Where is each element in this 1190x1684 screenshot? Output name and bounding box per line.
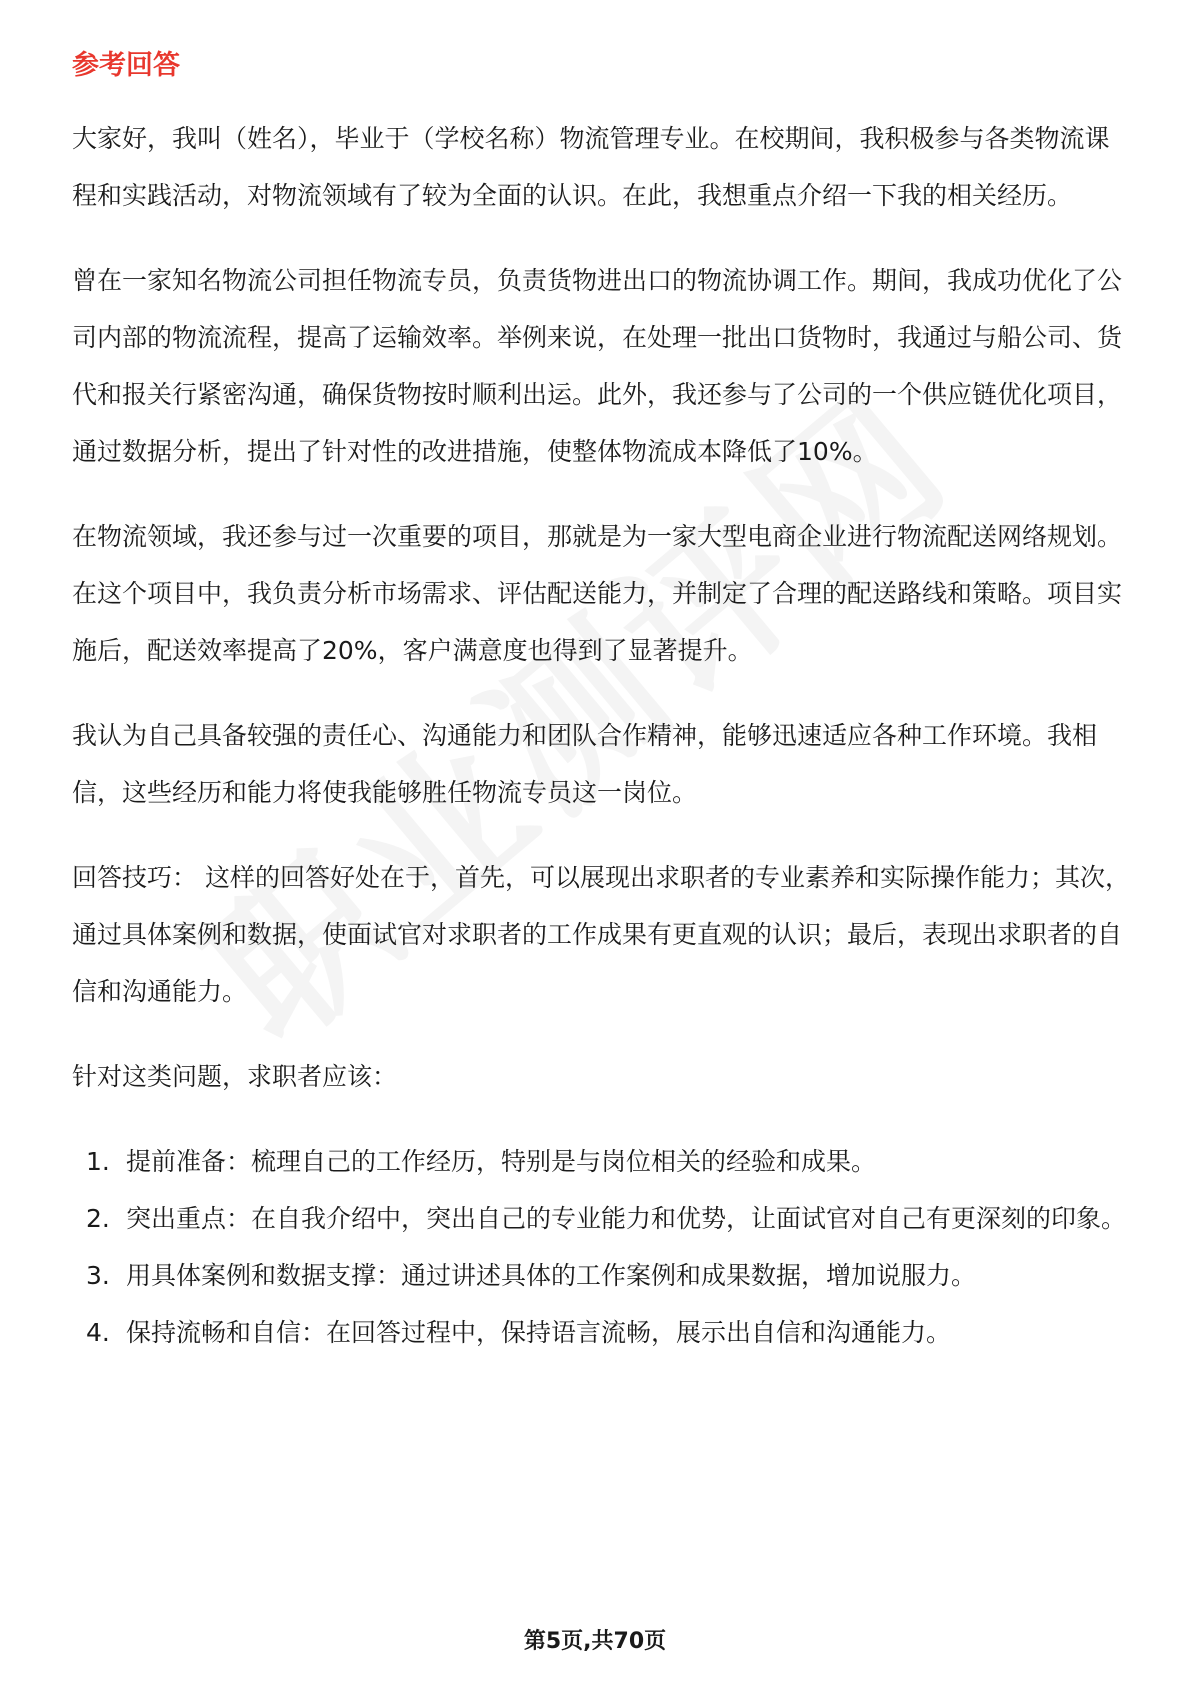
paragraph-experience: 曾在一家知名物流公司担任物流专员，负责货物进出口的物流协调工作。期间，我成功优化了公司内部的物流流程，提高了运输效率。举例来说，在处理一批出口货物时，我通过与船公司、货代和报关行紧密沟通，确保货物按时顺利出运。此外，我还参与了公司的一个供应链优化项目，通过数据分析，提出了针对性的改进措施，使整体物流成本降低了10%。	[72, 266, 1123, 466]
list-text: 保持流畅和自信：在回答过程中，保持语言流畅，展示出自信和沟通能力。	[126, 1318, 952, 1347]
page-number: 第5页,共70页	[523, 1629, 667, 1654]
list-text: 用具体案例和数据支撑：通过讲述具体的工作案例和成果数据，增加说服力。	[126, 1261, 977, 1290]
list-item	[72, 1190, 1132, 1247]
list-number: 4.	[86, 1318, 110, 1347]
list-text: 突出重点：在自我介绍中，突出自己的专业能力和优势，让面试官对自己有更深刻的印象。	[126, 1204, 1127, 1233]
list-number: 3.	[86, 1261, 110, 1290]
paragraph-intro: 大家好，我叫（姓名），毕业于（学校名称）物流管理专业。在校期间，我积极参与各类物流课程和实践活动，对物流领域有了较为全面的认识。在此，我想重点介绍一下我的相关经历。	[72, 124, 1110, 210]
list-item	[72, 1304, 1132, 1361]
list-item	[72, 1247, 1132, 1304]
paragraph-advice-intro: 针对这类问题，求职者应该：	[72, 1062, 398, 1091]
paragraph-project: 在物流领域，我还参与过一次重要的项目，那就是为一家大型电商企业进行物流配送网络规划。在这个项目中，我负责分析市场需求、评估配送能力，并制定了合理的配送路线和策略。项目实施后，配送效率提高了20%，客户满意度也得到了显著提升。	[72, 522, 1123, 665]
list-number: 1.	[86, 1147, 110, 1176]
paragraph-tips: 回答技巧： 这样的回答好处在于，首先，可以展现出求职者的专业素养和实际操作能力；其次，通过具体案例和数据，使面试官对求职者的工作成果有更直观的认识；最后，表现出求职者的自信和沟通能力。	[72, 863, 1130, 1006]
section-heading: 参考回答	[72, 50, 180, 81]
list-item	[72, 1133, 1132, 1190]
list-number: 2.	[86, 1204, 110, 1233]
paragraph-summary: 我认为自己具备较强的责任心、沟通能力和团队合作精神，能够迅速适应各种工作环境。我相信，这些经历和能力将使我能够胜任物流专员这一岗位。	[72, 721, 1098, 807]
list-text: 提前准备：梳理自己的工作经历，特别是与岗位相关的经验和成果。	[126, 1147, 877, 1176]
advice-list	[72, 1133, 1132, 1361]
document-body	[72, 46, 1132, 1361]
